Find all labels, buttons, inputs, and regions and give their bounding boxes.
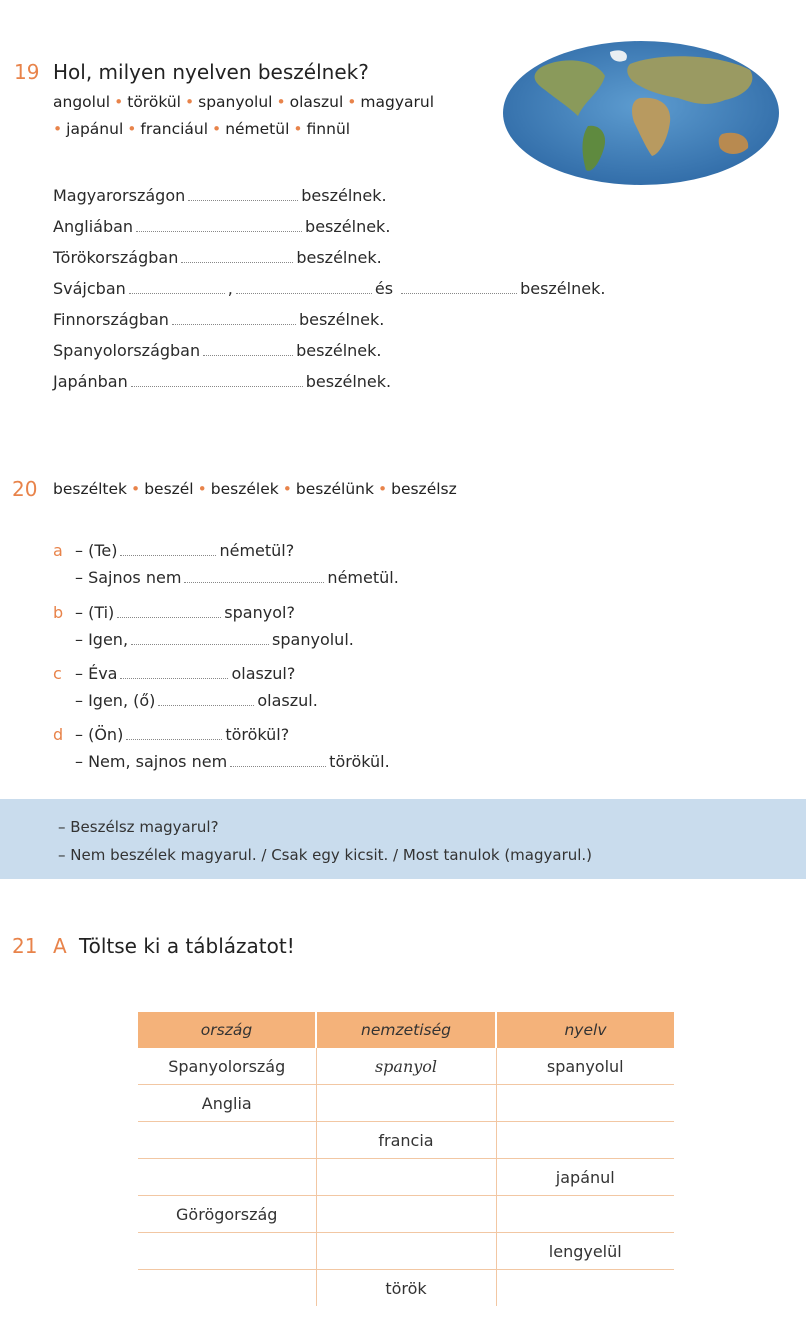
sentence-19-6: [53, 341, 381, 360]
dialogue-a-answer: [75, 568, 399, 587]
table-cell-blank[interactable]: [316, 1233, 496, 1270]
word-bank-20: beszéltek • beszél • beszélek • beszélünk • beszélsz: [53, 480, 457, 498]
country-text: Finnországban: [53, 310, 169, 329]
country-text: Japánban: [53, 372, 128, 391]
country-text: Magyarországon: [53, 186, 186, 205]
column-header-nationality: nemzetiség: [316, 1012, 496, 1048]
exercise-21-number: 21: [12, 934, 38, 958]
sentence-19-7: [53, 372, 391, 391]
column-header-country: ország: [138, 1012, 316, 1048]
answer-blank[interactable]: [401, 279, 517, 294]
word-option: olaszul: [289, 93, 344, 111]
item-letter: b: [53, 603, 64, 622]
answer-blank[interactable]: [172, 310, 296, 325]
country-text: Törökországban: [53, 248, 179, 267]
word-option: beszélek: [210, 480, 279, 498]
dialogue-d-question: [53, 725, 289, 744]
phrase-line-2: – Nem beszélek magyarul. / Csak egy kicsit. / Most tanulok (magyarul.): [58, 846, 593, 864]
table-cell-blank[interactable]: [138, 1159, 316, 1196]
dialogue-a-question: [53, 541, 294, 560]
dialogue-d-answer: [75, 752, 390, 771]
table-cell: Anglia: [138, 1085, 316, 1122]
dialogue-text: – (Ti): [75, 603, 115, 622]
sentence-19-1: [53, 186, 387, 205]
table-cell-blank[interactable]: [496, 1196, 674, 1233]
table-cell-blank[interactable]: [316, 1196, 496, 1233]
table-cell-blank[interactable]: [496, 1270, 674, 1307]
table-cell-blank[interactable]: [316, 1159, 496, 1196]
dialogue-text: németül.: [327, 568, 399, 587]
answer-blank[interactable]: [181, 248, 293, 263]
exercise-21-title: Töltse ki a táblázatot!: [79, 934, 295, 958]
word-option: finnül: [306, 120, 351, 138]
sentence-end: beszélnek.: [305, 217, 391, 236]
word-option: törökül: [127, 93, 181, 111]
table-cell-blank[interactable]: [496, 1122, 674, 1159]
country-text: Angliában: [53, 217, 134, 236]
table-row: [138, 1122, 674, 1159]
answer-blank[interactable]: [230, 752, 326, 767]
sentence-end: beszélnek.: [296, 248, 382, 267]
country-language-table: [138, 1012, 674, 1306]
table-cell: japánul: [496, 1159, 674, 1196]
dialogue-text: – Éva: [75, 664, 118, 683]
dialogue-text: spanyol?: [224, 603, 295, 622]
answer-blank[interactable]: [120, 541, 216, 556]
table-row: [138, 1196, 674, 1233]
answer-blank[interactable]: [203, 341, 293, 356]
phrase-box: [0, 799, 806, 879]
answer-blank[interactable]: [158, 691, 254, 706]
table-cell-blank[interactable]: [316, 1085, 496, 1122]
answer-blank[interactable]: [188, 186, 298, 201]
table-row: [138, 1233, 674, 1270]
answer-blank[interactable]: [236, 279, 372, 294]
table-cell: Spanyolország: [138, 1048, 316, 1085]
answer-blank[interactable]: [117, 603, 221, 618]
country-text: Svájcban: [53, 279, 126, 298]
answer-blank[interactable]: [131, 630, 269, 645]
sentence-end: beszélnek.: [520, 279, 606, 298]
dialogue-b-question: [53, 603, 295, 622]
item-letter: a: [53, 541, 63, 560]
item-letter: c: [53, 664, 62, 683]
handwritten-answer[interactable]: spanyol: [316, 1048, 496, 1085]
sentence-end: beszélnek.: [298, 310, 385, 329]
word-option: beszél: [144, 480, 194, 498]
dialogue-text: – Nem, sajnos nem: [75, 752, 228, 771]
exercise-19-number: 19: [14, 60, 40, 84]
answer-blank[interactable]: [120, 664, 228, 679]
dialogue-text: olaszul.: [257, 691, 318, 710]
table-cell-blank[interactable]: [138, 1270, 316, 1307]
table-cell: lengyelül: [496, 1233, 674, 1270]
dialogue-text: spanyolul.: [272, 630, 354, 649]
table-row: [138, 1085, 674, 1122]
country-text: Spanyolországban: [53, 341, 201, 360]
column-header-language: nyelv: [496, 1012, 674, 1048]
phrase-line-1: – Beszélsz magyarul?: [58, 818, 219, 836]
sentence-end: beszélnek.: [301, 186, 387, 205]
word-option: spanyolul: [198, 93, 273, 111]
word-option: magyarul: [360, 93, 435, 111]
dialogue-text: törökül?: [225, 725, 290, 744]
word-option: beszélünk: [295, 480, 374, 498]
word-option: japánul: [66, 120, 124, 138]
world-map-image: [500, 38, 782, 188]
answer-blank[interactable]: [126, 725, 222, 740]
dialogue-text: németül?: [219, 541, 295, 560]
sentence-end: beszélnek.: [296, 341, 382, 360]
table-header-row: [138, 1012, 674, 1048]
table-cell: Görögország: [138, 1196, 316, 1233]
answer-blank[interactable]: [184, 568, 324, 583]
item-letter: d: [53, 725, 64, 744]
table-cell-blank[interactable]: [138, 1233, 316, 1270]
conjunction: és: [374, 279, 394, 298]
dialogue-text: – Igen, (ő): [75, 691, 156, 710]
exercise-19-title: Hol, milyen nyelven beszélnek?: [53, 60, 369, 84]
word-option: angolul: [53, 93, 111, 111]
table-cell: spanyolul: [496, 1048, 674, 1085]
answer-blank[interactable]: [136, 217, 302, 232]
table-row: [138, 1048, 674, 1085]
sentence-19-3: [53, 248, 382, 267]
word-option: beszéltek: [53, 480, 128, 498]
sentence-19-4: [53, 279, 605, 298]
dialogue-c-question: [53, 664, 295, 683]
dialogue-text: – Igen,: [75, 630, 129, 649]
sentence-19-2: [53, 217, 390, 236]
sentence-end: beszélnek.: [305, 372, 392, 391]
answer-blank[interactable]: [131, 372, 303, 387]
dialogue-b-answer: [75, 630, 354, 649]
table-cell: francia: [316, 1122, 496, 1159]
dialogue-text: törökül.: [329, 752, 390, 771]
table-cell-blank[interactable]: [496, 1085, 674, 1122]
sentence-19-5: [53, 310, 384, 329]
table-cell: török: [316, 1270, 496, 1307]
comma: ,: [227, 279, 233, 298]
dialogue-text: – Sajnos nem: [75, 568, 182, 587]
table-row: [138, 1270, 674, 1307]
table-row: [138, 1159, 674, 1196]
dialogue-text: – (Ön): [75, 725, 124, 744]
dialogue-text: olaszul?: [231, 664, 296, 683]
answer-blank[interactable]: [129, 279, 225, 294]
dialogue-c-answer: [75, 691, 318, 710]
word-option: franciául: [140, 120, 209, 138]
exercise-21-part: A: [53, 934, 67, 958]
word-option: beszélsz: [391, 480, 457, 498]
word-option: németül: [225, 120, 290, 138]
word-bank-19-line1: angolul • törökül • spanyolul • olaszul • magyarul: [53, 93, 435, 111]
exercise-20-number: 20: [12, 477, 38, 501]
word-bank-19-line2: • japánul • franciául • németül • finnül: [53, 120, 351, 138]
dialogue-text: – (Te): [75, 541, 118, 560]
table-cell-blank[interactable]: [138, 1122, 316, 1159]
